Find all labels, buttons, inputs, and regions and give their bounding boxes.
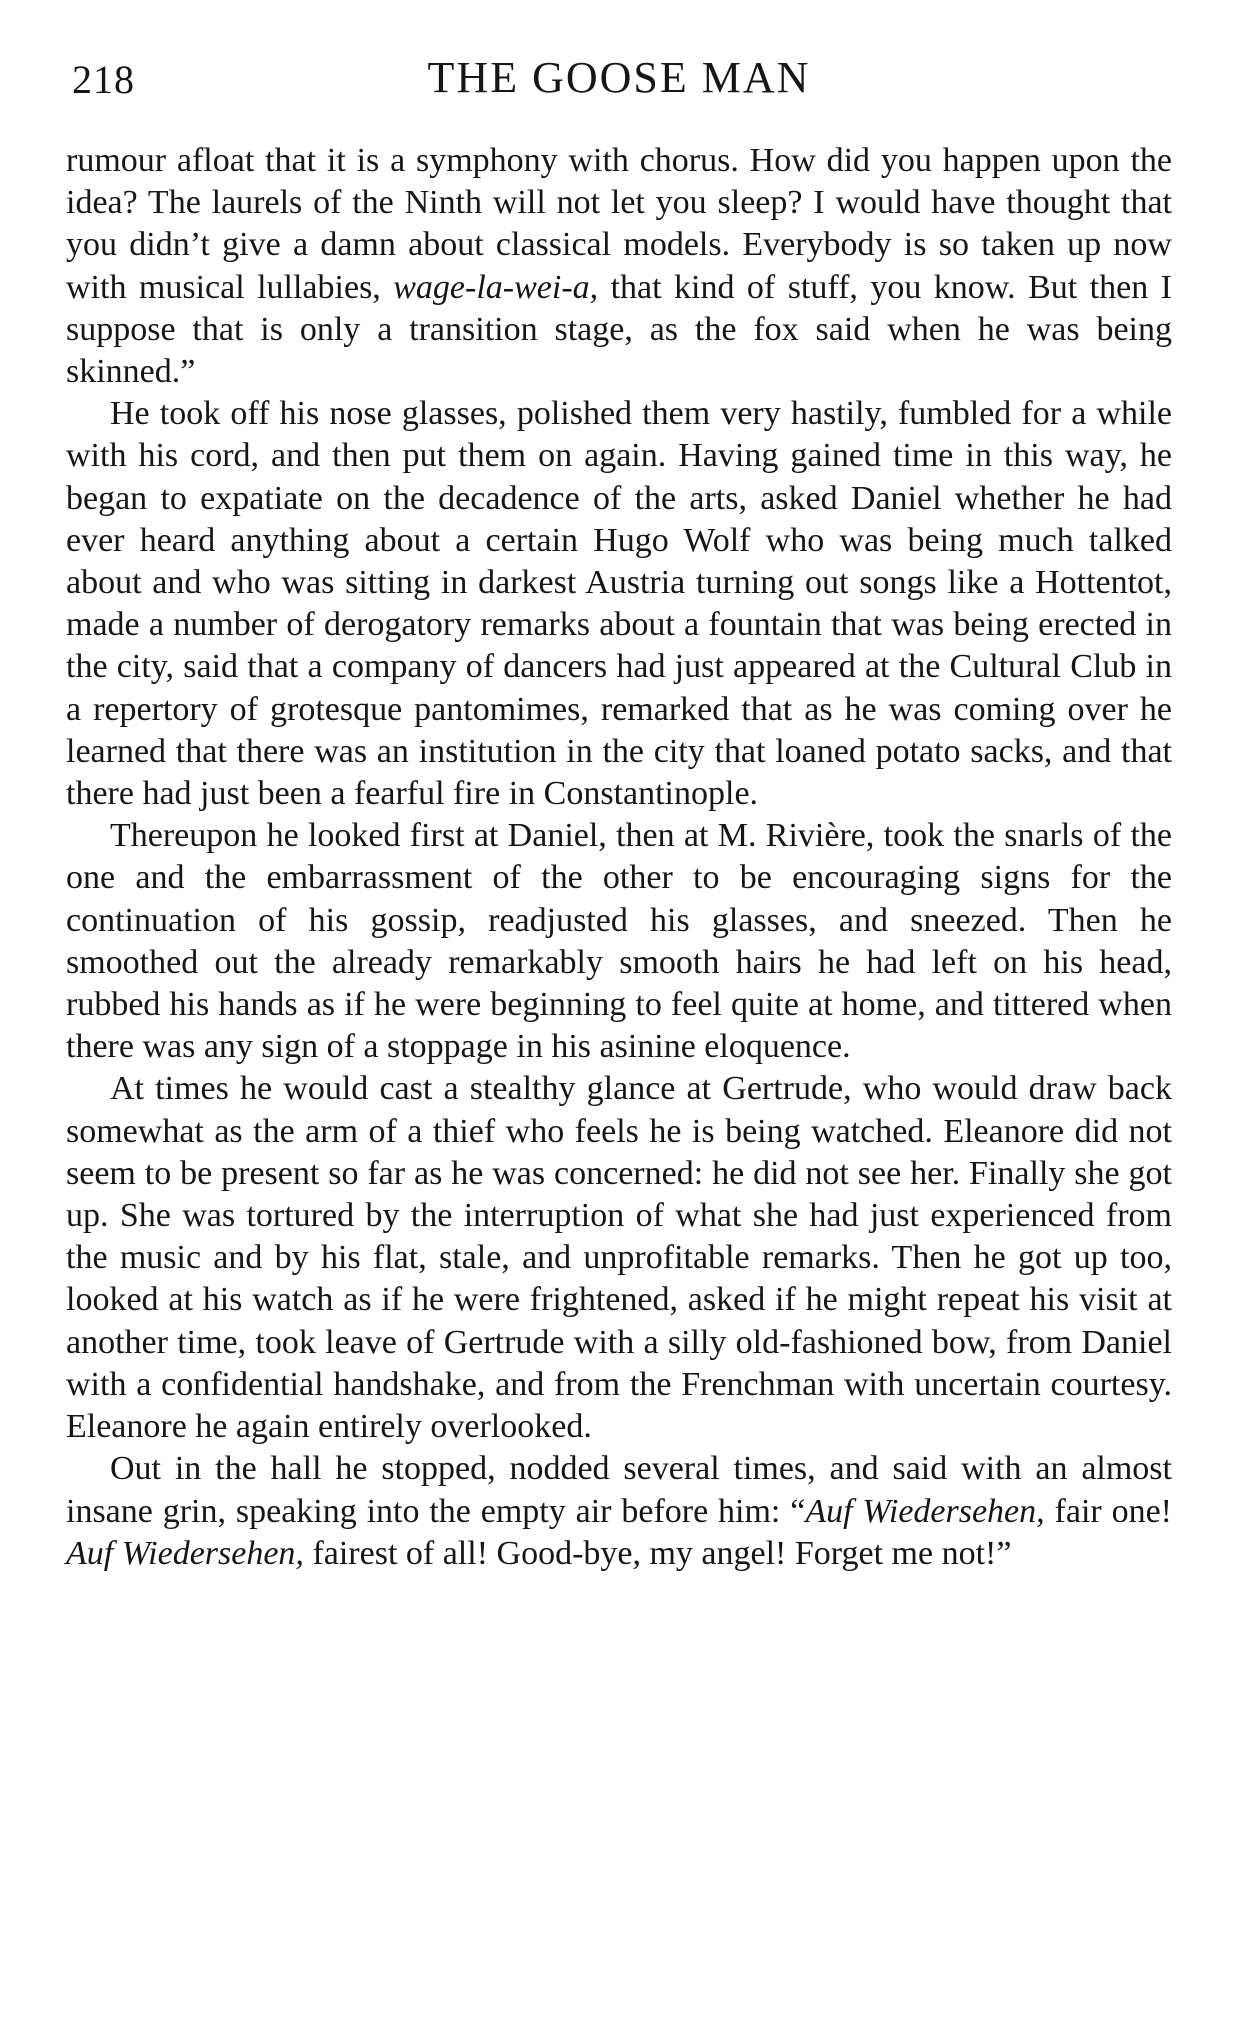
text-run: Out in the hall he stopped, nodded several times, and said with an almost insane grin, speaking into the empty air before him: “ (66, 1450, 1172, 1530)
page-header (66, 52, 1172, 122)
book-page (66, 52, 1172, 1575)
paragraph-2: He took off his nose glasses, polished them very hastily, fumbled for a while with his cord, and then put them on again. Having gained time in this way, he began to expatiate on the decadence of the arts, asked Daniel whether he had ever heard anything about a certain Hugo Wolf who was being much talked about and who was sitting in darkest Austria turning out songs like a Hottentot, made a number of derogatory remarks about a fountain that was being erected in the city, said that a company of dancers had just appeared at the Cultural Club in a repertory of grotesque pantomimes, remarked that as he was coming over he learned that there was an institution in the city that loaned potato sacks, and that there had just been a fearful fire in Constantinople. (66, 395, 1172, 813)
paragraph-5 (66, 1448, 1172, 1575)
page-number: 218 (72, 57, 135, 102)
text-run: that kind of stuff, you know. But then I suppose that is only a transition stage, as the fox said when he was being skinned.” (66, 268, 1172, 391)
italic-phrase: wage-la-wei-a, (393, 268, 599, 306)
italic-phrase: Auf Wiedersehen, (66, 1534, 304, 1572)
text-run: rumour afloat that it is a symphony with chorus. How did you happen upon the idea? The laurels of the Ninth will not let you sleep? I would have thought that you didn’t give a damn about classical models. Everybody is so taken up now with musical lullabies, (66, 142, 1172, 306)
paragraph-1 (66, 140, 1172, 393)
body-text (66, 140, 1172, 1575)
text-run: fair one! (1044, 1492, 1172, 1530)
paragraph-3: Thereupon he looked first at Daniel, then at M. Rivière, took the snarls of the one and the embarrassment of the other to be encouraging signs for the continuation of his gossip, readjusted his glasses, and sneezed. Then he smoothed out the already remarkably smooth hairs he had left on his head, rubbed his hands as if he were beginning to feel quite at home, and tittered when there was any sign of a stoppage in his asinine eloquence. (66, 817, 1172, 1066)
text-run: fairest of all! Good-bye, my angel! Forget me not!” (303, 1534, 1012, 1572)
italic-phrase: Auf Wiedersehen, (805, 1492, 1045, 1530)
paragraph-4: At times he would cast a stealthy glance at Gertrude, who would draw back somewhat as the arm of a thief who feels he is being watched. Eleanore did not seem to be present so far as he was concerned: he did not see her. Finally she got up. She was tortured by the interruption of what she had just experienced from the music and by his flat, stale, and unprofitable remarks. Then he got up too, looked at his watch as if he were frightened, asked if he might repeat his visit at another time, took leave of Gertrude with a silly old-fashioned bow, from Daniel with a confidential handshake, and from the Frenchman with uncertain courtesy. Eleanore he again entirely overlooked. (66, 1070, 1172, 1446)
running-title: THE GOOSE MAN (427, 53, 811, 102)
